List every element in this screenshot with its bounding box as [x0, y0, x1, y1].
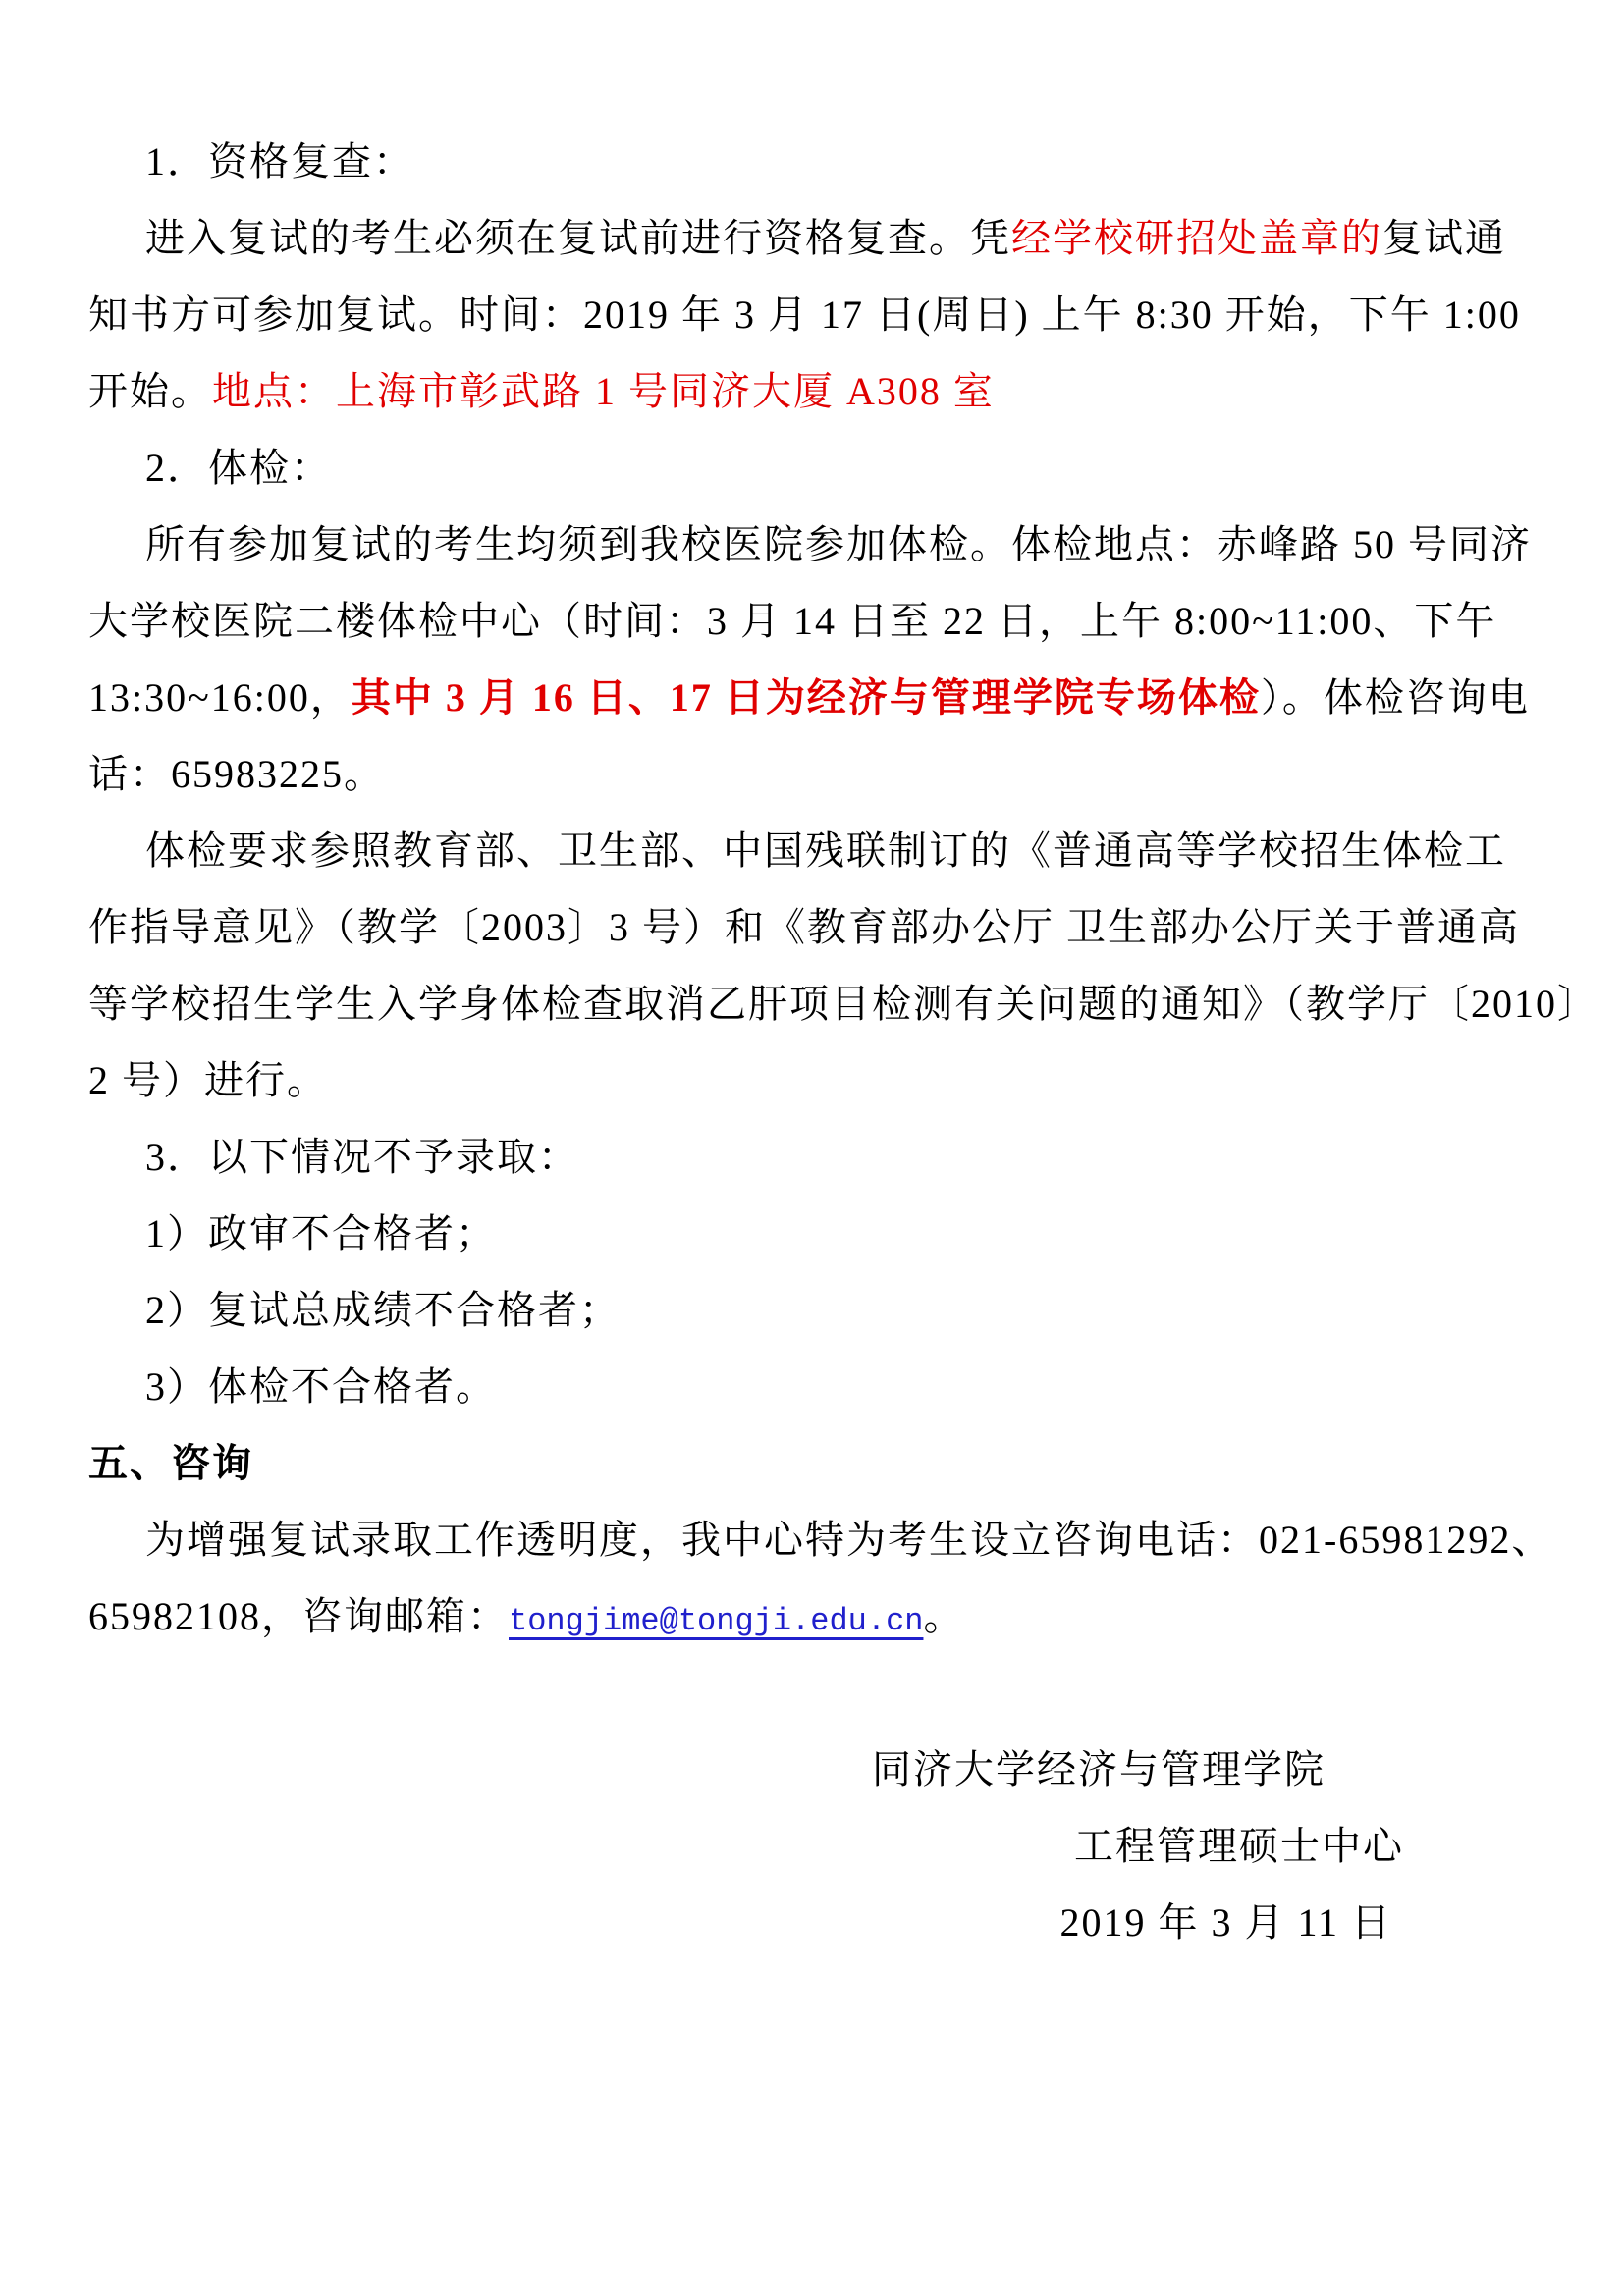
text-run: 其中 3 月 16 日、17 日为经济与管理学院专场体检: [351, 675, 1261, 720]
text-run: 五、咨询: [88, 1441, 253, 1485]
text-run: 大学校医院二楼体检中心（时间：3 月 14 日至 22 日，上午 8:00~11:00、下午: [88, 599, 1497, 643]
text-line: [88, 660, 1536, 736]
text-line: [88, 813, 1536, 889]
text-line: [88, 1578, 1536, 1655]
text-run: 3．以下情况不予录取：: [145, 1135, 579, 1179]
signature-block: [88, 1732, 1536, 1961]
text-line: [88, 507, 1536, 583]
text-line: [88, 430, 1536, 507]
signature-line: 同济大学经济与管理学院: [872, 1747, 1326, 1791]
text-run: 1．资格复查：: [145, 139, 414, 184]
text-run: 作指导意见》（教学〔2003〕3 号）和《教育部办公厅 卫生部办公厅关于普通高: [88, 905, 1520, 949]
text-line: [88, 1196, 1536, 1272]
text-line: [88, 200, 1536, 277]
text-line: [88, 889, 1536, 966]
text-run: 1）政审不合格者；: [145, 1211, 497, 1255]
text-line: [88, 736, 1536, 813]
text-run: 2）复试总成绩不合格者；: [145, 1288, 621, 1332]
text-line: [88, 124, 1536, 200]
text-run: 13:30~16:00，: [88, 675, 352, 720]
signature-line: 工程管理硕士中心: [1074, 1824, 1404, 1868]
text-run: 等学校招生学生入学身体检查取消乙肝项目检测有关问题的通知》（教学厅〔2010〕: [88, 982, 1598, 1026]
text-line: [88, 1042, 1536, 1119]
text-run: 知书方可参加复试。时间：2019 年 3 月 17 日(周日) 上午 8:30 开始，下午 1:00: [88, 293, 1521, 337]
text-run: 为增强复试录取工作透明度，我中心特为考生设立咨询电话：021-65981292、: [145, 1518, 1553, 1562]
text-run: 进入复试的考生必须在复试前进行资格复查。凭: [145, 216, 1011, 260]
text-run: 话：65983225。: [88, 752, 385, 796]
signature-line: 2019 年 3 月 11 日: [1059, 1900, 1392, 1945]
text-run: 复试通: [1382, 216, 1506, 260]
text-line: [88, 1272, 1536, 1349]
text-run: 体检要求参照教育部、卫生部、中国残联制订的《普通高等学校招生体检工: [145, 828, 1506, 873]
text-line: [88, 277, 1536, 353]
text-run: 。: [923, 1594, 965, 1638]
text-run: 65982108，咨询邮箱：: [88, 1594, 509, 1638]
document-body: [88, 124, 1598, 1961]
email-link[interactable]: tongjime@tongji.edu.cn: [509, 1603, 924, 1639]
text-run: 经学校研招处盖章的: [1011, 216, 1382, 260]
text-run: 3）体检不合格者。: [145, 1364, 497, 1409]
text-run: 所有参加复试的考生均须到我校医院参加体检。体检地点：赤峰路 50 号同济: [145, 522, 1532, 566]
text-line: [88, 1502, 1553, 1578]
text-line: [88, 353, 1536, 430]
text-run: 2．体检：: [145, 446, 332, 490]
text-run: ）。体检咨询电: [1260, 675, 1530, 720]
text-line: [88, 1425, 1536, 1502]
text-run: 开始。: [88, 369, 212, 413]
text-line: [88, 966, 1598, 1042]
document-lines: [88, 124, 1598, 1655]
text-line: [88, 1349, 1536, 1425]
text-run: 2 号）进行。: [88, 1058, 328, 1102]
text-line: [88, 583, 1536, 660]
text-run: 地点：上海市彰武路 1 号同济大厦 A308 室: [212, 369, 995, 413]
text-line: [88, 1119, 1536, 1196]
